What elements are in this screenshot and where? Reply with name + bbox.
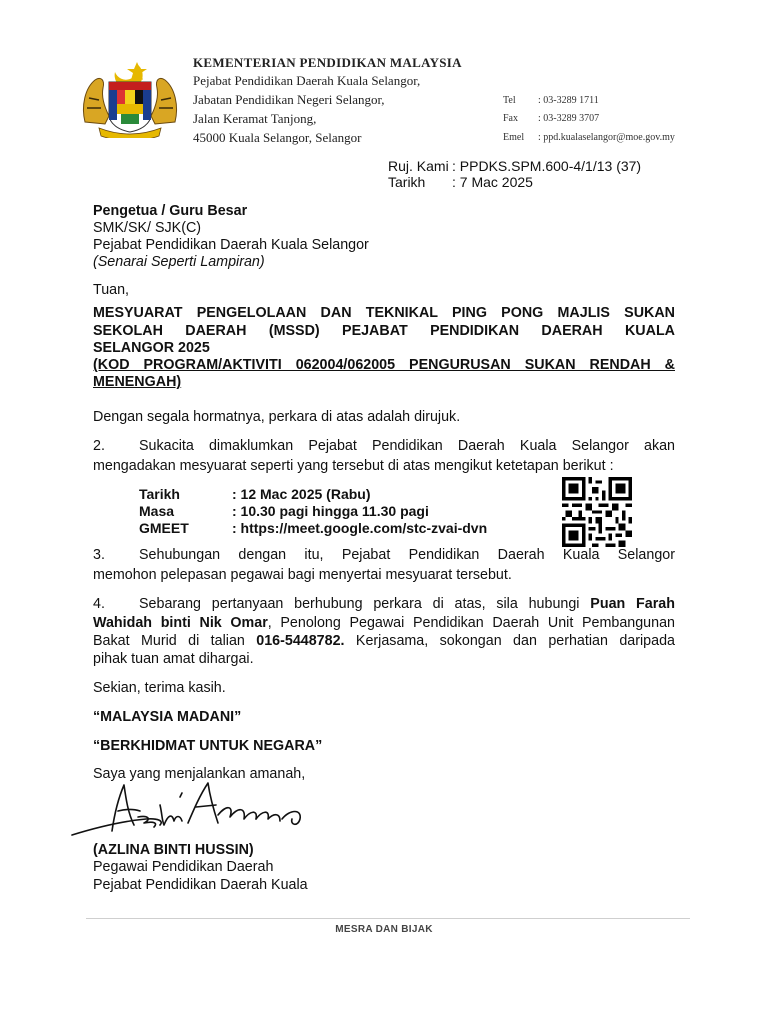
contact-name-part-2: Wahidah binti Nik Omar: [93, 615, 268, 631]
recipient-office: Pejabat Pendidikan Daerah Kuala Selangor: [93, 237, 369, 253]
para2-number: 2.: [93, 438, 105, 454]
date-value: : 7 Mac 2025: [452, 174, 533, 190]
signoff: Saya yang menjalankan amanah,: [93, 766, 306, 782]
subject-line-3: SELANGOR 2025: [93, 340, 210, 356]
para3-line-1: Sehubungan dengan itu, Pejabat Pendidikan Daerah Kuala Selangor: [139, 547, 675, 563]
reference-label: Ruj. Kami: [388, 158, 449, 174]
para3-number: 3.: [93, 547, 105, 563]
para4-line-4: pihak tuan amat dihargai.: [93, 651, 254, 667]
para4-text-b: , Penolong Pegawai Pendidikan Daerah Unit Pembangunan: [267, 615, 675, 631]
para2-line-1: Sukacita dimaklumkan Pejabat Pendidikan Daerah Kuala Selangor akan: [139, 438, 675, 454]
handwritten-signature: [68, 775, 328, 845]
tel-value: : 03-3289 1711: [538, 95, 599, 106]
para4-text-c: Bakat Murid di talian: [93, 633, 257, 649]
address-line-1: Pejabat Pendidikan Daerah Kuala Selangor,: [193, 73, 421, 88]
detail-time-label: Masa: [139, 503, 175, 519]
date-label: Tarikh: [388, 174, 426, 190]
salutation: Tuan,: [93, 282, 130, 298]
closing: Sekian, terima kasih.: [93, 680, 226, 696]
detail-date-value: : 12 Mac 2025 (Rabu): [232, 486, 371, 502]
contact-name-part-1: Puan Farah: [590, 596, 675, 612]
malaysia-coat-of-arms-icon: [79, 58, 181, 138]
signatory-office: Pejabat Pendidikan Daerah Kuala: [93, 877, 308, 893]
fax-value: : 03-3289 3707: [538, 113, 600, 124]
signatory-name: (AZLINA BINTI HUSSIN): [93, 842, 254, 858]
footer-divider: [86, 918, 690, 919]
qr-code-icon: [562, 477, 632, 547]
recipient-schools: SMK/SK/ SJK(C): [93, 220, 202, 236]
detail-gmeet-label: GMEET: [139, 520, 189, 536]
para4-text-d: Kerjasama, sokongan dan perhatian daripada: [344, 633, 675, 649]
email-value: : ppd.kualaselangor@moe.gov.my: [538, 132, 675, 143]
subject-line-1: MESYUARAT PENGELOLAAN DAN TEKNIKAL PING PONG MAJLIS SUKAN: [93, 305, 675, 321]
ministry-name: KEMENTERIAN PENDIDIKAN MALAYSIA: [193, 55, 462, 70]
subject-line-4: (KOD PROGRAM/AKTIVITI 062004/062005 PENGURUSAN SUKAN RENDAH &: [93, 357, 675, 373]
tel-label: Tel: [503, 95, 516, 106]
recipient-title: Pengetua / Guru Besar: [93, 203, 248, 219]
address-line-2: Jabatan Pendidikan Negeri Selangor,: [193, 92, 385, 107]
para4-line-3: [93, 632, 675, 651]
para2-line-2: mengadakan mesyuarat seperti yang tersebut di atas mengikut ketetapan berikut :: [93, 458, 614, 474]
para4-line-1: [139, 596, 675, 612]
footer-motto: MESRA DAN BIJAK: [335, 924, 433, 935]
subject-line-5: MENENGAH): [93, 374, 182, 390]
address-line-4: 45000 Kuala Selangor, Selangor: [193, 130, 362, 145]
address-line-3: Jalan Keramat Tanjong,: [193, 111, 317, 126]
recipient-note: (Senarai Seperti Lampiran): [93, 254, 265, 270]
slogan-berkhidmat: “BERKHIDMAT UNTUK NEGARA”: [93, 738, 323, 754]
reference-value: : PPDKS.SPM.600-4/1/13 (37): [452, 158, 642, 174]
detail-gmeet-value[interactable]: : https://meet.google.com/stc-zvai-dvn: [232, 520, 488, 536]
slogan-malaysia-madani: “MALAYSIA MADANI”: [93, 709, 242, 725]
para4-text-a: Sebarang pertanyaan berhubung perkara di atas, sila hubungi: [139, 596, 591, 612]
signatory-title: Pegawai Pendidikan Daerah: [93, 859, 274, 875]
subject-line-2: SEKOLAH DAERAH (MSSD) PEJABAT PENDIDIKAN DAERAH KUALA: [93, 323, 675, 339]
fax-label: Fax: [503, 113, 518, 124]
para3-line-2: memohon pelepasan pegawai bagi menyertai mesyuarat tersebut.: [93, 567, 512, 583]
intro-paragraph: Dengan segala hormatnya, perkara di atas adalah dirujuk.: [93, 409, 461, 425]
email-label: Emel: [503, 132, 525, 143]
detail-time-value: : 10.30 pagi hingga 11.30 pagi: [232, 503, 429, 519]
para4-number: 4.: [93, 596, 105, 612]
contact-phone: 016-5448782.: [256, 633, 345, 649]
para4-line-2: [93, 614, 675, 633]
detail-date-label: Tarikh: [139, 486, 180, 502]
